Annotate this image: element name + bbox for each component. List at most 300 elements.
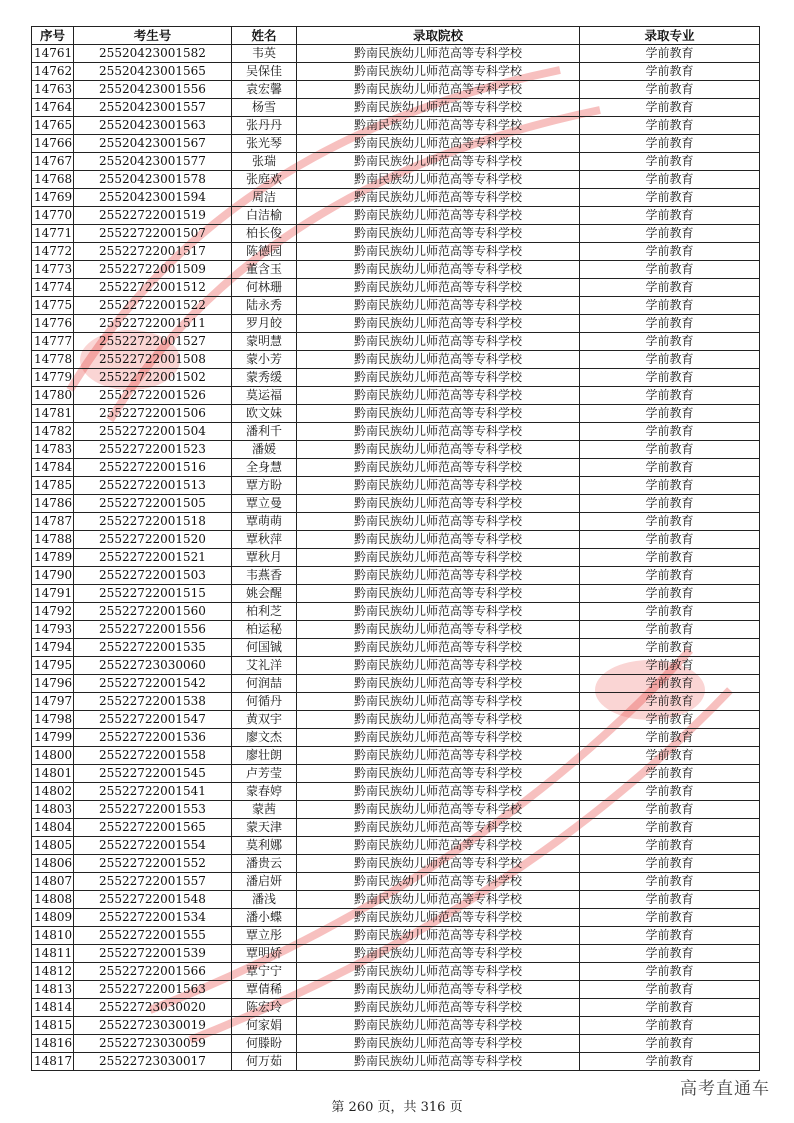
header-school: 录取院校 bbox=[297, 27, 580, 45]
cell-name: 廖文杰 bbox=[232, 729, 297, 747]
cell-seq: 14774 bbox=[32, 279, 74, 297]
cell-school: 黔南民族幼儿师范高等专科学校 bbox=[297, 801, 580, 819]
cell-name: 潘浅 bbox=[232, 891, 297, 909]
table-row bbox=[32, 873, 760, 891]
cell-major: 学前教育 bbox=[580, 477, 760, 495]
cell-exam-id: 25520423001563 bbox=[74, 117, 232, 135]
cell-exam-id: 25520423001582 bbox=[74, 45, 232, 63]
cell-seq: 14770 bbox=[32, 207, 74, 225]
cell-exam-id: 25522722001541 bbox=[74, 783, 232, 801]
table-row bbox=[32, 657, 760, 675]
cell-name: 莫利娜 bbox=[232, 837, 297, 855]
cell-exam-id: 25522722001566 bbox=[74, 963, 232, 981]
cell-school: 黔南民族幼儿师范高等专科学校 bbox=[297, 567, 580, 585]
table-row bbox=[32, 729, 760, 747]
cell-name: 张庭欢 bbox=[232, 171, 297, 189]
cell-major: 学前教育 bbox=[580, 243, 760, 261]
cell-seq: 14813 bbox=[32, 981, 74, 999]
table-row bbox=[32, 441, 760, 459]
cell-school: 黔南民族幼儿师范高等专科学校 bbox=[297, 1017, 580, 1035]
table-row bbox=[32, 891, 760, 909]
cell-school: 黔南民族幼儿师范高等专科学校 bbox=[297, 153, 580, 171]
cell-seq: 14767 bbox=[32, 153, 74, 171]
cell-exam-id: 25522723030059 bbox=[74, 1035, 232, 1053]
table-row bbox=[32, 693, 760, 711]
cell-name: 何润喆 bbox=[232, 675, 297, 693]
cell-major: 学前教育 bbox=[580, 279, 760, 297]
table-row bbox=[32, 927, 760, 945]
cell-major: 学前教育 bbox=[580, 513, 760, 531]
cell-major: 学前教育 bbox=[580, 747, 760, 765]
cell-name: 张光琴 bbox=[232, 135, 297, 153]
cell-seq: 14802 bbox=[32, 783, 74, 801]
cell-exam-id: 25522722001506 bbox=[74, 405, 232, 423]
table-row bbox=[32, 909, 760, 927]
cell-name: 覃立彤 bbox=[232, 927, 297, 945]
table-row bbox=[32, 999, 760, 1017]
cell-seq: 14806 bbox=[32, 855, 74, 873]
cell-major: 学前教育 bbox=[580, 927, 760, 945]
cell-name: 何林珊 bbox=[232, 279, 297, 297]
cell-school: 黔南民族幼儿师范高等专科学校 bbox=[297, 729, 580, 747]
cell-major: 学前教育 bbox=[580, 297, 760, 315]
cell-seq: 14781 bbox=[32, 405, 74, 423]
table-row bbox=[32, 387, 760, 405]
cell-name: 蒙小芳 bbox=[232, 351, 297, 369]
cell-school: 黔南民族幼儿师范高等专科学校 bbox=[297, 765, 580, 783]
table-row bbox=[32, 549, 760, 567]
cell-school: 黔南民族幼儿师范高等专科学校 bbox=[297, 315, 580, 333]
cell-major: 学前教育 bbox=[580, 153, 760, 171]
cell-seq: 14793 bbox=[32, 621, 74, 639]
cell-major: 学前教育 bbox=[580, 441, 760, 459]
cell-seq: 14769 bbox=[32, 189, 74, 207]
cell-seq: 14800 bbox=[32, 747, 74, 765]
table-row bbox=[32, 225, 760, 243]
table-row bbox=[32, 945, 760, 963]
table-row bbox=[32, 63, 760, 81]
page-footer: 第 260 页，共 316 页 bbox=[331, 1100, 463, 1115]
cell-seq: 14786 bbox=[32, 495, 74, 513]
cell-seq: 14766 bbox=[32, 135, 74, 153]
cell-seq: 14780 bbox=[32, 387, 74, 405]
cell-seq: 14762 bbox=[32, 63, 74, 81]
cell-school: 黔南民族幼儿师范高等专科学校 bbox=[297, 693, 580, 711]
cell-seq: 14777 bbox=[32, 333, 74, 351]
cell-exam-id: 25522722001536 bbox=[74, 729, 232, 747]
table-body bbox=[32, 45, 760, 1071]
table-row bbox=[32, 207, 760, 225]
table-row bbox=[32, 99, 760, 117]
cell-major: 学前教育 bbox=[580, 135, 760, 153]
table-header-row bbox=[32, 27, 760, 45]
cell-seq: 14784 bbox=[32, 459, 74, 477]
cell-major: 学前教育 bbox=[580, 315, 760, 333]
cell-exam-id: 25522722001539 bbox=[74, 945, 232, 963]
cell-seq: 14807 bbox=[32, 873, 74, 891]
cell-name: 何滕盼 bbox=[232, 1035, 297, 1053]
table-row bbox=[32, 153, 760, 171]
cell-exam-id: 25520423001594 bbox=[74, 189, 232, 207]
cell-school: 黔南民族幼儿师范高等专科学校 bbox=[297, 513, 580, 531]
cell-name: 陈德园 bbox=[232, 243, 297, 261]
cell-school: 黔南民族幼儿师范高等专科学校 bbox=[297, 477, 580, 495]
cell-school: 黔南民族幼儿师范高等专科学校 bbox=[297, 963, 580, 981]
table-row bbox=[32, 1035, 760, 1053]
cell-name: 蒙明慧 bbox=[232, 333, 297, 351]
cell-seq: 14814 bbox=[32, 999, 74, 1017]
table-row bbox=[32, 297, 760, 315]
cell-major: 学前教育 bbox=[580, 495, 760, 513]
cell-name: 何家娟 bbox=[232, 1017, 297, 1035]
cell-seq: 14791 bbox=[32, 585, 74, 603]
cell-exam-id: 25522722001520 bbox=[74, 531, 232, 549]
cell-seq: 14792 bbox=[32, 603, 74, 621]
cell-school: 黔南民族幼儿师范高等专科学校 bbox=[297, 657, 580, 675]
cell-school: 黔南民族幼儿师范高等专科学校 bbox=[297, 171, 580, 189]
cell-name: 蒙茜 bbox=[232, 801, 297, 819]
table-row bbox=[32, 117, 760, 135]
cell-school: 黔南民族幼儿师范高等专科学校 bbox=[297, 333, 580, 351]
cell-name: 陆永秀 bbox=[232, 297, 297, 315]
cell-major: 学前教育 bbox=[580, 81, 760, 99]
cell-major: 学前教育 bbox=[580, 405, 760, 423]
cell-name: 潘小蝶 bbox=[232, 909, 297, 927]
cell-exam-id: 25522722001516 bbox=[74, 459, 232, 477]
cell-exam-id: 25522722001538 bbox=[74, 693, 232, 711]
admission-table bbox=[31, 26, 760, 1071]
cell-major: 学前教育 bbox=[580, 945, 760, 963]
table-row bbox=[32, 837, 760, 855]
cell-name: 覃萌萌 bbox=[232, 513, 297, 531]
cell-school: 黔南民族幼儿师范高等专科学校 bbox=[297, 603, 580, 621]
cell-exam-id: 25522722001557 bbox=[74, 873, 232, 891]
header-seq: 序号 bbox=[32, 27, 74, 45]
cell-exam-id: 25522722001508 bbox=[74, 351, 232, 369]
cell-name: 董含玉 bbox=[232, 261, 297, 279]
cell-exam-id: 25520423001556 bbox=[74, 81, 232, 99]
cell-school: 黔南民族幼儿师范高等专科学校 bbox=[297, 819, 580, 837]
cell-major: 学前教育 bbox=[580, 207, 760, 225]
cell-name: 覃立曼 bbox=[232, 495, 297, 513]
cell-major: 学前教育 bbox=[580, 459, 760, 477]
table-row bbox=[32, 243, 760, 261]
table-row bbox=[32, 585, 760, 603]
cell-name: 蒙天津 bbox=[232, 819, 297, 837]
cell-school: 黔南民族幼儿师范高等专科学校 bbox=[297, 747, 580, 765]
cell-school: 黔南民族幼儿师范高等专科学校 bbox=[297, 621, 580, 639]
cell-name: 柏运秘 bbox=[232, 621, 297, 639]
cell-exam-id: 25522722001513 bbox=[74, 477, 232, 495]
cell-exam-id: 25520423001578 bbox=[74, 171, 232, 189]
cell-school: 黔南民族幼儿师范高等专科学校 bbox=[297, 405, 580, 423]
cell-major: 学前教育 bbox=[580, 261, 760, 279]
cell-name: 蒙秀缓 bbox=[232, 369, 297, 387]
cell-name: 袁宏馨 bbox=[232, 81, 297, 99]
cell-seq: 14775 bbox=[32, 297, 74, 315]
cell-seq: 14785 bbox=[32, 477, 74, 495]
cell-school: 黔南民族幼儿师范高等专科学校 bbox=[297, 279, 580, 297]
cell-major: 学前教育 bbox=[580, 585, 760, 603]
cell-major: 学前教育 bbox=[580, 783, 760, 801]
cell-seq: 14794 bbox=[32, 639, 74, 657]
cell-seq: 14771 bbox=[32, 225, 74, 243]
cell-school: 黔南民族幼儿师范高等专科学校 bbox=[297, 711, 580, 729]
table-row bbox=[32, 279, 760, 297]
cell-seq: 14764 bbox=[32, 99, 74, 117]
cell-seq: 14790 bbox=[32, 567, 74, 585]
table-row bbox=[32, 981, 760, 999]
cell-seq: 14796 bbox=[32, 675, 74, 693]
cell-name: 覃秋月 bbox=[232, 549, 297, 567]
cell-exam-id: 25522722001512 bbox=[74, 279, 232, 297]
cell-seq: 14808 bbox=[32, 891, 74, 909]
cell-school: 黔南民族幼儿师范高等专科学校 bbox=[297, 549, 580, 567]
cell-school: 黔南民族幼儿师范高等专科学校 bbox=[297, 189, 580, 207]
cell-major: 学前教育 bbox=[580, 909, 760, 927]
cell-school: 黔南民族幼儿师范高等专科学校 bbox=[297, 855, 580, 873]
cell-school: 黔南民族幼儿师范高等专科学校 bbox=[297, 99, 580, 117]
cell-major: 学前教育 bbox=[580, 963, 760, 981]
cell-name: 欧文妹 bbox=[232, 405, 297, 423]
cell-exam-id: 25520423001577 bbox=[74, 153, 232, 171]
cell-name: 张瑞 bbox=[232, 153, 297, 171]
cell-seq: 14801 bbox=[32, 765, 74, 783]
cell-seq: 14787 bbox=[32, 513, 74, 531]
cell-exam-id: 25522722001505 bbox=[74, 495, 232, 513]
cell-name: 柏利芝 bbox=[232, 603, 297, 621]
cell-major: 学前教育 bbox=[580, 675, 760, 693]
cell-school: 黔南民族幼儿师范高等专科学校 bbox=[297, 675, 580, 693]
admission-table-container bbox=[31, 26, 759, 1071]
cell-major: 学前教育 bbox=[580, 1035, 760, 1053]
cell-major: 学前教育 bbox=[580, 801, 760, 819]
cell-exam-id: 25520423001557 bbox=[74, 99, 232, 117]
cell-school: 黔南民族幼儿师范高等专科学校 bbox=[297, 423, 580, 441]
cell-school: 黔南民族幼儿师范高等专科学校 bbox=[297, 837, 580, 855]
cell-seq: 14778 bbox=[32, 351, 74, 369]
header-name: 姓名 bbox=[232, 27, 297, 45]
brand-logo-text: 高考直通车 bbox=[680, 1079, 770, 1099]
cell-seq: 14761 bbox=[32, 45, 74, 63]
cell-seq: 14817 bbox=[32, 1053, 74, 1071]
cell-exam-id: 25522722001563 bbox=[74, 981, 232, 999]
cell-major: 学前教育 bbox=[580, 117, 760, 135]
cell-major: 学前教育 bbox=[580, 981, 760, 999]
cell-school: 黔南民族幼儿师范高等专科学校 bbox=[297, 873, 580, 891]
table-row bbox=[32, 765, 760, 783]
cell-seq: 14788 bbox=[32, 531, 74, 549]
cell-major: 学前教育 bbox=[580, 1017, 760, 1035]
table-row bbox=[32, 171, 760, 189]
table-row bbox=[32, 1053, 760, 1071]
cell-school: 黔南民族幼儿师范高等专科学校 bbox=[297, 45, 580, 63]
cell-major: 学前教育 bbox=[580, 855, 760, 873]
cell-exam-id: 25522722001521 bbox=[74, 549, 232, 567]
table-row bbox=[32, 783, 760, 801]
header-exam-id: 考生号 bbox=[74, 27, 232, 45]
cell-name: 何国铖 bbox=[232, 639, 297, 657]
table-row bbox=[32, 81, 760, 99]
table-row bbox=[32, 261, 760, 279]
cell-exam-id: 25522722001507 bbox=[74, 225, 232, 243]
table-row bbox=[32, 405, 760, 423]
cell-name: 覃宁宁 bbox=[232, 963, 297, 981]
cell-name: 潘媛 bbox=[232, 441, 297, 459]
cell-major: 学前教育 bbox=[580, 657, 760, 675]
cell-name: 黄双宇 bbox=[232, 711, 297, 729]
cell-name: 何循丹 bbox=[232, 693, 297, 711]
cell-school: 黔南民族幼儿师范高等专科学校 bbox=[297, 297, 580, 315]
cell-name: 覃方盼 bbox=[232, 477, 297, 495]
cell-seq: 14763 bbox=[32, 81, 74, 99]
cell-name: 莫运福 bbox=[232, 387, 297, 405]
cell-exam-id: 25522722001554 bbox=[74, 837, 232, 855]
cell-name: 蒙春婷 bbox=[232, 783, 297, 801]
cell-exam-id: 25522722001565 bbox=[74, 819, 232, 837]
cell-exam-id: 25522722001552 bbox=[74, 855, 232, 873]
cell-exam-id: 25522722001534 bbox=[74, 909, 232, 927]
cell-exam-id: 25522722001535 bbox=[74, 639, 232, 657]
table-row bbox=[32, 369, 760, 387]
cell-name: 何万茹 bbox=[232, 1053, 297, 1071]
cell-major: 学前教育 bbox=[580, 711, 760, 729]
cell-seq: 14816 bbox=[32, 1035, 74, 1053]
table-row bbox=[32, 333, 760, 351]
cell-major: 学前教育 bbox=[580, 765, 760, 783]
cell-seq: 14799 bbox=[32, 729, 74, 747]
cell-name: 潘启妍 bbox=[232, 873, 297, 891]
table-row bbox=[32, 639, 760, 657]
table-row bbox=[32, 747, 760, 765]
cell-major: 学前教育 bbox=[580, 225, 760, 243]
cell-school: 黔南民族幼儿师范高等专科学校 bbox=[297, 63, 580, 81]
cell-exam-id: 25522722001522 bbox=[74, 297, 232, 315]
cell-exam-id: 25522723030020 bbox=[74, 999, 232, 1017]
cell-school: 黔南民族幼儿师范高等专科学校 bbox=[297, 531, 580, 549]
cell-school: 黔南民族幼儿师范高等专科学校 bbox=[297, 261, 580, 279]
cell-major: 学前教育 bbox=[580, 1053, 760, 1071]
cell-major: 学前教育 bbox=[580, 531, 760, 549]
cell-name: 周洁 bbox=[232, 189, 297, 207]
cell-exam-id: 25522723030019 bbox=[74, 1017, 232, 1035]
cell-seq: 14810 bbox=[32, 927, 74, 945]
cell-seq: 14772 bbox=[32, 243, 74, 261]
cell-exam-id: 25522722001526 bbox=[74, 387, 232, 405]
cell-name: 白洁榆 bbox=[232, 207, 297, 225]
cell-school: 黔南民族幼儿师范高等专科学校 bbox=[297, 927, 580, 945]
cell-name: 张丹丹 bbox=[232, 117, 297, 135]
cell-exam-id: 25522722001509 bbox=[74, 261, 232, 279]
cell-exam-id: 25522723030017 bbox=[74, 1053, 232, 1071]
cell-school: 黔南民族幼儿师范高等专科学校 bbox=[297, 783, 580, 801]
cell-name: 廖壮朗 bbox=[232, 747, 297, 765]
cell-school: 黔南民族幼儿师范高等专科学校 bbox=[297, 117, 580, 135]
table-row bbox=[32, 819, 760, 837]
cell-school: 黔南民族幼儿师范高等专科学校 bbox=[297, 981, 580, 999]
cell-seq: 14804 bbox=[32, 819, 74, 837]
cell-major: 学前教育 bbox=[580, 369, 760, 387]
cell-exam-id: 25522723030060 bbox=[74, 657, 232, 675]
table-row bbox=[32, 963, 760, 981]
cell-major: 学前教育 bbox=[580, 819, 760, 837]
cell-name: 覃明娇 bbox=[232, 945, 297, 963]
cell-school: 黔南民族幼儿师范高等专科学校 bbox=[297, 351, 580, 369]
cell-name: 艾礼洋 bbox=[232, 657, 297, 675]
cell-exam-id: 25522722001542 bbox=[74, 675, 232, 693]
cell-major: 学前教育 bbox=[580, 999, 760, 1017]
cell-exam-id: 25520423001567 bbox=[74, 135, 232, 153]
cell-name: 潘贵云 bbox=[232, 855, 297, 873]
cell-major: 学前教育 bbox=[580, 639, 760, 657]
table-row bbox=[32, 567, 760, 585]
cell-name: 覃秋萍 bbox=[232, 531, 297, 549]
cell-school: 黔南民族幼儿师范高等专科学校 bbox=[297, 639, 580, 657]
cell-school: 黔南民族幼儿师范高等专科学校 bbox=[297, 441, 580, 459]
cell-seq: 14789 bbox=[32, 549, 74, 567]
cell-name: 卢芳莹 bbox=[232, 765, 297, 783]
header-major: 录取专业 bbox=[580, 27, 760, 45]
cell-exam-id: 25522722001556 bbox=[74, 621, 232, 639]
table-row bbox=[32, 45, 760, 63]
table-row bbox=[32, 801, 760, 819]
table-row bbox=[32, 1017, 760, 1035]
cell-major: 学前教育 bbox=[580, 387, 760, 405]
cell-seq: 14768 bbox=[32, 171, 74, 189]
cell-major: 学前教育 bbox=[580, 63, 760, 81]
cell-exam-id: 25522722001548 bbox=[74, 891, 232, 909]
cell-seq: 14805 bbox=[32, 837, 74, 855]
cell-major: 学前教育 bbox=[580, 189, 760, 207]
cell-seq: 14776 bbox=[32, 315, 74, 333]
table-row bbox=[32, 675, 760, 693]
cell-seq: 14803 bbox=[32, 801, 74, 819]
table-row bbox=[32, 459, 760, 477]
table-row bbox=[32, 855, 760, 873]
table-row bbox=[32, 531, 760, 549]
cell-exam-id: 25522722001545 bbox=[74, 765, 232, 783]
cell-seq: 14811 bbox=[32, 945, 74, 963]
cell-exam-id: 25522722001558 bbox=[74, 747, 232, 765]
cell-seq: 14797 bbox=[32, 693, 74, 711]
cell-exam-id: 25522722001553 bbox=[74, 801, 232, 819]
cell-seq: 14812 bbox=[32, 963, 74, 981]
cell-exam-id: 25522722001560 bbox=[74, 603, 232, 621]
cell-major: 学前教育 bbox=[580, 351, 760, 369]
cell-name: 覃倩稀 bbox=[232, 981, 297, 999]
cell-major: 学前教育 bbox=[580, 873, 760, 891]
cell-exam-id: 25520423001565 bbox=[74, 63, 232, 81]
cell-major: 学前教育 bbox=[580, 891, 760, 909]
cell-school: 黔南民族幼儿师范高等专科学校 bbox=[297, 225, 580, 243]
cell-seq: 14779 bbox=[32, 369, 74, 387]
cell-school: 黔南民族幼儿师范高等专科学校 bbox=[297, 387, 580, 405]
cell-exam-id: 25522722001504 bbox=[74, 423, 232, 441]
table-row bbox=[32, 189, 760, 207]
table-row bbox=[32, 711, 760, 729]
cell-major: 学前教育 bbox=[580, 837, 760, 855]
cell-school: 黔南民族幼儿师范高等专科学校 bbox=[297, 909, 580, 927]
table-row bbox=[32, 621, 760, 639]
cell-exam-id: 25522722001527 bbox=[74, 333, 232, 351]
cell-name: 杨雪 bbox=[232, 99, 297, 117]
cell-name: 韦燕香 bbox=[232, 567, 297, 585]
cell-name: 吴保佳 bbox=[232, 63, 297, 81]
cell-exam-id: 25522722001515 bbox=[74, 585, 232, 603]
table-row bbox=[32, 423, 760, 441]
cell-major: 学前教育 bbox=[580, 603, 760, 621]
cell-major: 学前教育 bbox=[580, 567, 760, 585]
